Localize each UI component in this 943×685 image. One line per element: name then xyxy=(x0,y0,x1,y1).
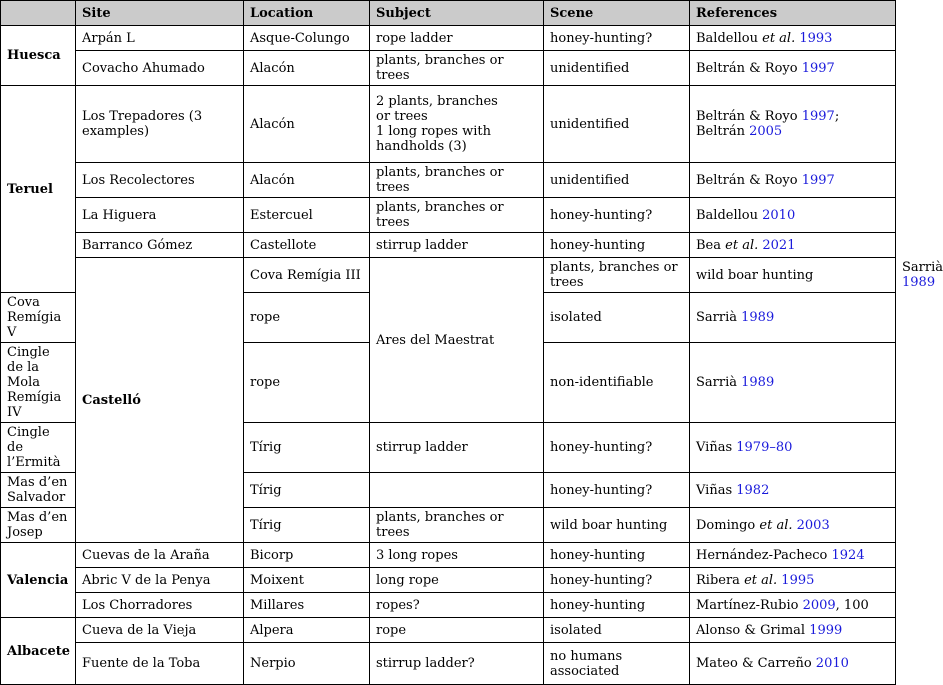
scene-cell: honey-hunting? xyxy=(544,568,690,593)
scene-cell: unidentified xyxy=(544,86,690,163)
site-cell: Abric V de la Penya xyxy=(76,568,244,593)
subject-line: 2 plants, branches xyxy=(376,94,498,109)
subject-cell: plants, branches or trees xyxy=(370,163,544,198)
reference-cell xyxy=(690,508,896,543)
subject-line: handholds (3) xyxy=(376,139,467,154)
ref-etal: et al. xyxy=(762,30,796,46)
ref-author: Hernández-Pacheco xyxy=(696,547,832,563)
scene-line: no humans xyxy=(550,648,623,664)
ref-year-link[interactable]: 1982 xyxy=(736,482,770,498)
ref-author: Mateo & Carreño xyxy=(696,656,816,671)
ref-year-link[interactable]: 1997 xyxy=(801,60,835,76)
region-castello: Castelló xyxy=(76,258,244,543)
reference-cell xyxy=(690,543,896,568)
table-row xyxy=(1,568,896,593)
table-row xyxy=(1,163,896,198)
ref-etal: et al. xyxy=(744,572,778,588)
table-row xyxy=(1,258,896,293)
ref-year-link[interactable]: 1993 xyxy=(799,30,833,46)
scene-cell: isolated xyxy=(544,293,690,343)
site-cell: La Higuera xyxy=(76,198,244,233)
subject-cell: rope xyxy=(370,618,544,643)
ref-author: Beltrán xyxy=(696,124,750,139)
location-cell: Bicorp xyxy=(244,543,370,568)
location-cell: Moixent xyxy=(244,568,370,593)
ref-year-link[interactable]: 1997 xyxy=(801,109,835,124)
site-cell: Los Trepadores (3 examples) xyxy=(76,86,244,163)
scene-cell: wild boar hunting xyxy=(690,258,896,293)
site-cell: Cingle de l’Ermità xyxy=(1,423,76,473)
location-cell: Tírig xyxy=(244,423,370,473)
reference-cell xyxy=(690,51,896,86)
subject-cell: ropes? xyxy=(370,593,544,618)
table-row xyxy=(1,593,896,618)
header-site: Site xyxy=(76,1,244,26)
subject-cell: stirrup ladder xyxy=(370,233,544,258)
reference-cell xyxy=(690,473,896,508)
scene-cell: honey-hunting xyxy=(544,233,690,258)
ref-year-link[interactable]: 1989 xyxy=(902,275,936,290)
reference-cell xyxy=(690,86,896,163)
subject-line: 1 long ropes with xyxy=(376,124,491,139)
header-location: Location xyxy=(244,1,370,26)
ref-author: Beltrán & Royo xyxy=(696,109,802,124)
ref-post: ; xyxy=(834,109,840,124)
reference-cell xyxy=(690,293,896,343)
scene-cell: unidentified xyxy=(544,51,690,86)
table-row xyxy=(1,618,896,643)
location-cell: Alpera xyxy=(244,618,370,643)
location-cell: Castellote xyxy=(244,233,370,258)
scene-cell: non-identifiable xyxy=(544,343,690,423)
ref-author: Viñas xyxy=(696,440,737,455)
site-cell: Cova Remígia III xyxy=(244,258,370,293)
ref-year-link[interactable]: 1989 xyxy=(741,310,775,325)
ref-author: Baldellou xyxy=(696,30,763,46)
location-cell: Millares xyxy=(244,593,370,618)
reference-cell xyxy=(690,643,896,685)
ref-year-link[interactable]: 1979–80 xyxy=(736,440,793,455)
location-cell: Alacón xyxy=(244,86,370,163)
subject-cell: rope xyxy=(244,343,370,423)
site-cell: Cueva de la Vieja xyxy=(76,618,244,643)
scene-cell: honey-hunting? xyxy=(544,198,690,233)
table-row xyxy=(1,26,896,51)
ref-author: Ribera xyxy=(696,572,745,588)
header-region xyxy=(1,1,76,26)
header-scene: Scene xyxy=(544,1,690,26)
location-cell: Ares del Maestrat xyxy=(370,258,544,423)
table-row xyxy=(1,643,896,685)
subject-cell: stirrup ladder? xyxy=(370,643,544,685)
region-albacete: Albacete xyxy=(1,618,76,685)
location-cell: Alacón xyxy=(244,163,370,198)
location-cell: Nerpio xyxy=(244,643,370,685)
ref-author: Sarrià xyxy=(696,375,742,390)
site-cell: Fuente de la Toba xyxy=(76,643,244,685)
ref-year-link[interactable]: 1995 xyxy=(781,572,815,588)
reference-cell xyxy=(690,423,896,473)
scene-cell: honey-hunting? xyxy=(544,423,690,473)
ref-year-link[interactable]: 2009 xyxy=(802,597,836,613)
subject-cell: long rope xyxy=(370,568,544,593)
reference-cell xyxy=(690,593,896,618)
scene-cell: wild boar hunting xyxy=(544,508,690,543)
reference-cell xyxy=(690,26,896,51)
site-cell: Mas d’en Josep xyxy=(1,508,76,543)
scene-cell: honey-hunting? xyxy=(544,26,690,51)
table-row xyxy=(1,51,896,86)
subject-cell: plants, branches or trees xyxy=(370,51,544,86)
ref-author: Martínez-Rubio xyxy=(696,597,803,613)
subject-cell xyxy=(370,473,544,508)
ref-author: Sarrià xyxy=(696,310,742,325)
reference-cell xyxy=(690,568,896,593)
ref-author: Beltrán & Royo xyxy=(696,172,802,188)
ref-year-link[interactable]: 1989 xyxy=(741,375,775,390)
subject-cell: plants, branches or trees xyxy=(370,508,544,543)
ref-year-link[interactable]: 2010 xyxy=(815,656,849,671)
subject-cell: 3 long ropes xyxy=(370,543,544,568)
ref-author: Bea xyxy=(696,237,726,253)
location-cell: Alacón xyxy=(244,51,370,86)
subject-cell: plants, branches or trees xyxy=(370,198,544,233)
ref-year-link[interactable]: 1924 xyxy=(831,547,865,563)
reference-cell xyxy=(690,618,896,643)
subject-cell xyxy=(370,86,544,163)
location-cell: Tírig xyxy=(244,508,370,543)
header-subject: Subject xyxy=(370,1,544,26)
subject-cell: stirrup ladder xyxy=(370,423,544,473)
header-references: References xyxy=(690,1,896,26)
ref-etal: et al. xyxy=(725,237,759,253)
table-row xyxy=(1,198,896,233)
region-valencia: Valencia xyxy=(1,543,76,618)
ref-year-link[interactable]: 1999 xyxy=(809,622,843,638)
site-cell: Cingle de la Mola Remígia IV xyxy=(1,343,76,423)
site-cell: Barranco Gómez xyxy=(76,233,244,258)
scene-cell: isolated xyxy=(544,618,690,643)
site-cell: Los Chorradores xyxy=(76,593,244,618)
scene-cell: honey-hunting? xyxy=(544,473,690,508)
ref-year-link[interactable]: 2003 xyxy=(796,517,830,533)
ref-etal: et al. xyxy=(759,517,793,533)
site-cell: Arpán L xyxy=(76,26,244,51)
region-teruel: Teruel xyxy=(1,86,76,293)
site-cell: Cuevas de la Araña xyxy=(76,543,244,568)
site-cell: Covacho Ahumado xyxy=(76,51,244,86)
ref-author: Alonso & Grimal xyxy=(696,622,810,638)
region-huesca: Huesca xyxy=(1,26,76,86)
scene-line: associated xyxy=(550,663,620,679)
scene-cell: honey-hunting xyxy=(544,593,690,618)
table-row xyxy=(1,543,896,568)
ref-author: Domingo xyxy=(696,517,760,533)
reference-cell xyxy=(690,233,896,258)
table-header-row xyxy=(1,1,896,26)
reference-cell xyxy=(690,343,896,423)
ref-year-link[interactable]: 2005 xyxy=(749,124,783,139)
ref-year-link[interactable]: 1997 xyxy=(801,172,835,188)
subject-cell: rope ladder xyxy=(370,26,544,51)
reference-cell xyxy=(690,198,896,233)
table-row xyxy=(1,233,896,258)
scene-cell xyxy=(544,643,690,685)
reference-cell xyxy=(690,163,896,198)
location-cell: Asque-Colungo xyxy=(244,26,370,51)
subject-line: or trees xyxy=(376,109,428,124)
ref-author: Sarrià xyxy=(902,260,943,275)
ref-year-link[interactable]: 2010 xyxy=(762,207,796,223)
ref-author: Baldellou xyxy=(696,207,763,223)
site-cell: Los Recolectores xyxy=(76,163,244,198)
location-cell: Estercuel xyxy=(244,198,370,233)
table-row xyxy=(1,86,896,163)
site-cell: Cova Remígia V xyxy=(1,293,76,343)
location-cell: Tírig xyxy=(244,473,370,508)
ref-post: , 100 xyxy=(835,597,869,613)
scene-cell: unidentified xyxy=(544,163,690,198)
ref-author: Viñas xyxy=(696,482,737,498)
scene-cell: honey-hunting xyxy=(544,543,690,568)
subject-cell: plants, branches or trees xyxy=(544,258,690,293)
ref-author: Beltrán & Royo xyxy=(696,60,802,76)
ref-year-link[interactable]: 2021 xyxy=(762,237,796,253)
site-cell: Mas d’en Salvador xyxy=(1,473,76,508)
subject-cell: rope xyxy=(244,293,370,343)
